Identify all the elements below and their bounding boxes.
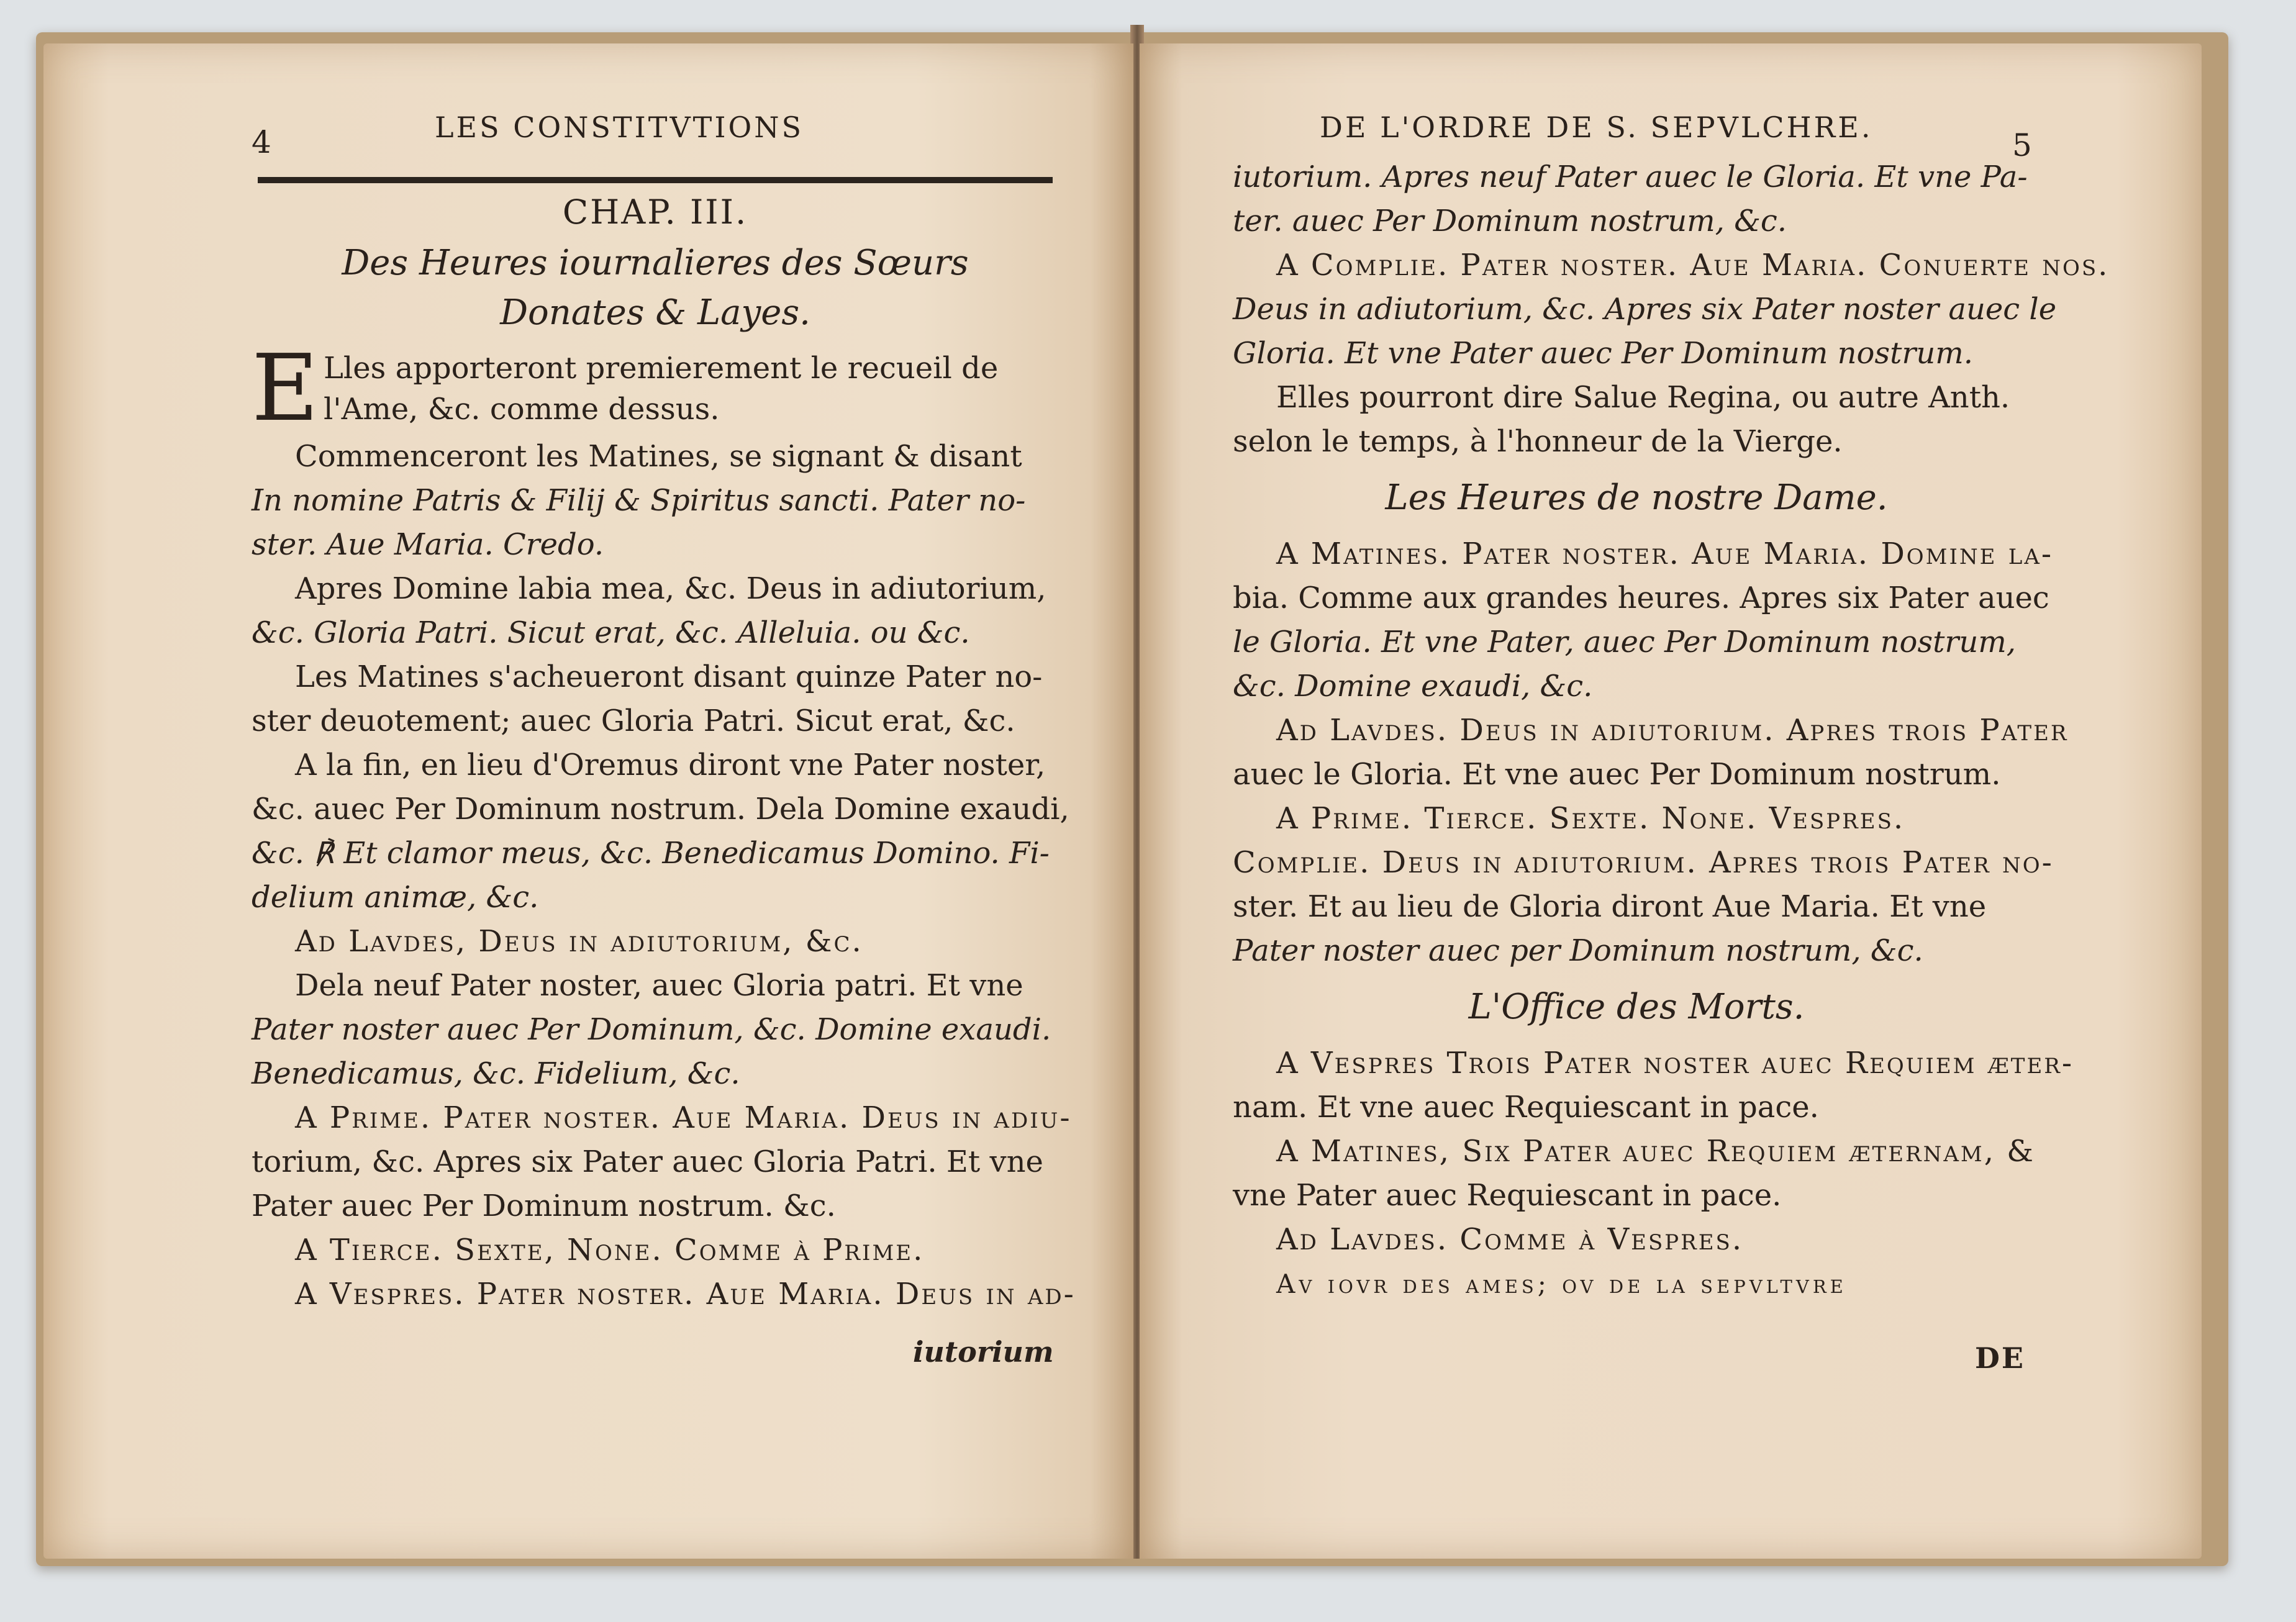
text-line: A Prime. Tierce. Sexte. None. Vespres. — [1276, 801, 1905, 836]
left-text-block — [252, 186, 1076, 1316]
drop-line-2: l'Ame, &c. comme dessus. — [324, 392, 720, 427]
text-line: Ad Lavdes. Deus in adiutorium. Apres trois Pater — [1276, 713, 2069, 748]
right-catchword: DE — [1975, 1341, 2025, 1375]
text-line: Ad Lavdes. Comme à Vespres. — [1276, 1222, 1744, 1257]
text-line: A Tierce. Sexte, None. Comme à Prime. — [295, 1233, 925, 1267]
drop-line-1: Lles apporteront premierement le recueil de — [324, 351, 999, 386]
right-text-block — [1233, 155, 2110, 1306]
left-head-rule — [258, 177, 1053, 183]
text-line: auec le Gloria. Et vne auec Per Dominum nostrum. — [1233, 757, 2001, 792]
text-line: le Gloria. Et vne Pater, auec Per Dominum nostrum, — [1233, 625, 2017, 659]
text-line: Ad Lavdes, Deus in adiutorium, &c. — [295, 924, 863, 959]
text-line: delium animæ, &c. — [252, 880, 539, 915]
text-line: &c. ℟ Et clamor meus, &c. Benedicamus Domino. Fi- — [252, 836, 1050, 871]
text-line: A Vespres. Pater noster. Aue Maria. Deus in ad- — [295, 1277, 1076, 1312]
section-heading-office: L'Office des Morts. — [1468, 987, 1805, 1027]
text-line: &c. Domine exaudi, &c. — [1233, 669, 1593, 704]
drop-cap: E — [252, 335, 319, 442]
text-line: bia. Comme aux grandes heures. Apres six Pater auec — [1233, 581, 2049, 615]
text-line: Dela neuf Pater noster, auec Gloria patri. Et vne — [295, 968, 1023, 1003]
left-catchword: iutorium — [913, 1335, 1054, 1369]
chapter-title: CHAP. III. — [562, 193, 748, 232]
text-line: In nomine Patris & Filij & Spiritus sancti. Pater no- — [252, 483, 1026, 518]
left-running-head: LES CONSTITVTIONS — [435, 111, 804, 144]
text-line: A la fin, en lieu d'Oremus diront vne Pater noster, — [295, 748, 1046, 782]
text-line: iutorium. Apres neuf Pater auec le Gloria. Et vne Pa- — [1233, 160, 2028, 194]
text-line: vne Pater auec Requiescant in pace. — [1233, 1178, 1782, 1213]
text-line: ster deuotement; auec Gloria Patri. Sicut erat, &c. — [252, 704, 1015, 738]
drop-cap-paragraph — [252, 335, 1059, 442]
section-heading-hours: Les Heures de nostre Dame. — [1385, 478, 1888, 518]
right-page-number: 5 — [2012, 127, 2032, 163]
text-line: A Prime. Pater noster. Aue Maria. Deus in adiu- — [295, 1100, 1072, 1135]
text-line: Apres Domine labia mea, &c. Deus in adiutorium, — [295, 571, 1046, 606]
text-line: A Matines, Six Pater auec Requiem æternam, & — [1276, 1134, 2035, 1169]
text-line: Pater noster auec per Dominum nostrum, &c. — [1233, 933, 1923, 968]
text-line: &c. Gloria Patri. Sicut erat, &c. Alleluia. ou &c. — [252, 615, 970, 650]
text-line: nam. Et vne auec Requiescant in pace. — [1233, 1090, 1819, 1125]
text-line: ster. Aue Maria. Credo. — [252, 527, 604, 562]
text-line: Gloria. Et vne Pater auec Per Dominum nostrum. — [1233, 336, 1974, 371]
text-line: Complie. Deus in adiutorium. Apres trois Pater no- — [1233, 845, 2054, 880]
text-line: Av iovr des ames; ov de la sepvltvre — [1276, 1269, 1847, 1299]
text-line: torium, &c. Apres six Pater auec Gloria Patri. Et vne — [252, 1144, 1043, 1179]
text-line: &c. auec Per Dominum nostrum. Dela Domine exaudi, — [252, 792, 1069, 827]
right-running-head: DE L'ORDRE DE S. SEPVLCHRE. — [1320, 111, 1873, 144]
chapter-heading-line-1: Des Heures iournalieres des Sœurs — [342, 243, 969, 283]
text-line: Les Matines s'acheueront disant quinze Pater no- — [295, 659, 1043, 694]
text-line: ster. Et au lieu de Gloria diront Aue Maria. Et vne — [1233, 889, 1987, 924]
text-line: Pater noster auec Per Dominum, &c. Domine exaudi. — [252, 1012, 1051, 1047]
text-line: Benedicamus, &c. Fidelium, &c. — [252, 1056, 740, 1091]
text-line: Pater auec Per Dominum nostrum. &c. — [252, 1189, 836, 1223]
text-line: A Complie. Pater noster. Aue Maria. Conuerte nos. — [1276, 248, 2110, 283]
text-line: A Matines. Pater noster. Aue Maria. Domine la- — [1276, 537, 2054, 571]
text-line: selon le temps, à l'honneur de la Vierge. — [1233, 424, 1843, 459]
left-page-number: 4 — [252, 124, 271, 160]
chapter-heading-line-2: Donates & Layes. — [500, 292, 810, 333]
text-line: A Vespres Trois Pater noster auec Requiem æter- — [1276, 1046, 2074, 1081]
text-line: Elles pourront dire Salue Regina, ou autre Anth. — [1276, 380, 2010, 415]
text-line: Commenceront les Matines, se signant & disant — [295, 439, 1022, 474]
text-line: ter. auec Per Dominum nostrum, &c. — [1233, 204, 1787, 238]
text-line: Deus in adiutorium, &c. Apres six Pater noster auec le — [1233, 292, 2057, 327]
